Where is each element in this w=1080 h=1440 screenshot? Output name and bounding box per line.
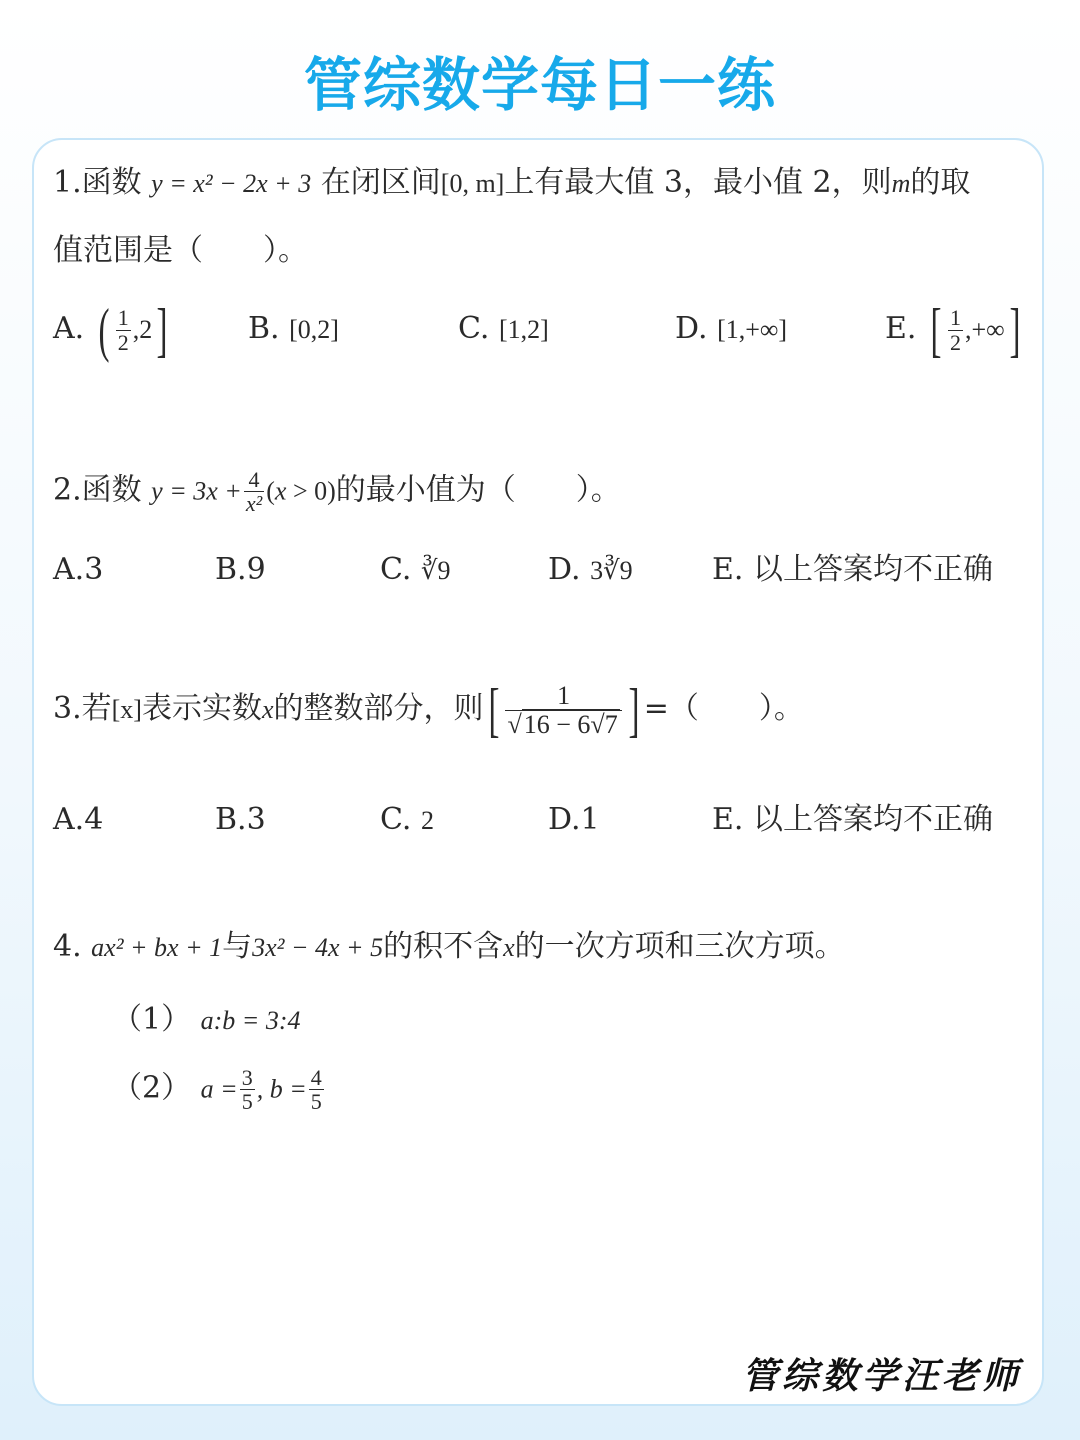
q3-option-a[interactable]: A.4 [53,802,104,837]
question-2-stem: 2.函数 y = 3x + $\frac{4}{\text{x²}}$ (x > 0)的最小值为（ ）。 [53,467,621,517]
q2-option-a[interactable]: A.3 [53,552,104,587]
question-1-stem-line2: 值范围是（ ）。 [53,233,308,268]
q3-option-c[interactable]: C. 2 [380,802,434,837]
question-1-stem: 1.函数 y = x² − 2x + 3 在闭区间[0, m]上有最大值 3，最小值 2，则m的取 [53,165,971,200]
q4-condition-2[interactable]: （2） a = $\frac{3}{5}$ , b = $\frac{4}{5}$ [112,1065,322,1115]
q1-option-b[interactable]: B. [0,2] [248,311,339,346]
q2-option-d[interactable]: D. 3∛9 [548,552,633,587]
q1-option-c[interactable]: C. [1,2] [458,311,549,346]
question-3-stem: 3.若[x]表示实数x的整数部分，则[ $\frac{1}{√16 - 6√7}$ ] =（ ）。 [53,677,804,743]
q3-option-d[interactable]: D.1 [548,802,600,837]
q2-option-c[interactable]: C. ∛9 [380,552,451,587]
question-4-stem: 4. ax² + bx + 1与3x² − 4x + 5的积不含x的一次方项和三次方项。 [53,929,845,964]
q2-option-e[interactable]: E. 以上答案均不正确 [712,552,993,587]
q4-condition-1[interactable]: （1） a:b = 3:4 [112,1002,301,1037]
q3-option-e[interactable]: E. 以上答案均不正确 [712,802,993,837]
q1-option-d[interactable]: D. [1,+∞] [675,311,788,346]
q1-option-a[interactable]: A. ( $\frac{1}{2}$ ,2] [53,297,168,363]
signature: 管综数学汪老师 [741,1355,1022,1397]
page-title: 管综数学每日一练 [303,51,776,119]
q3-option-b[interactable]: B.3 [215,802,266,837]
q1-option-e[interactable]: E. [ $\frac{1}{2}$ ,+∞] [885,297,1021,363]
q2-option-b[interactable]: B.9 [215,552,266,587]
